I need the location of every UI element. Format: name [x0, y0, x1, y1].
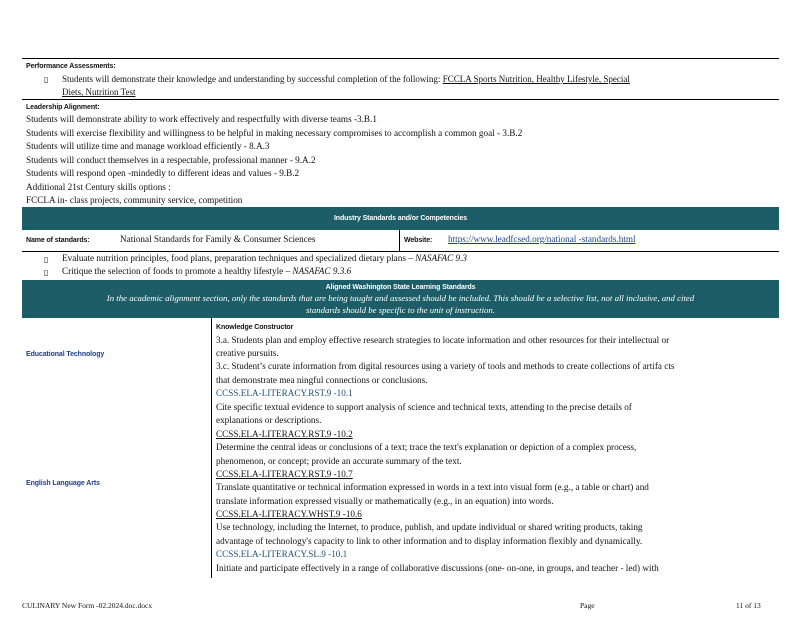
standards-code[interactable]: CCSS.ELA-LITERACY.RST.9 -10.7	[216, 469, 353, 479]
top-border	[22, 58, 779, 59]
leadership-line: Students will demonstrate ability to work effectively and respectfully with diverse teams -3.B.1	[26, 114, 377, 124]
industry-bullet: Critique the selection of foods to promote a healthy lifestyle – NASAFAC 9.3.6	[62, 266, 352, 276]
standards-line: Determine the central ideas or conclusions of a text; trace the text's explanation or depiction of a complex process,	[216, 442, 637, 452]
standards-line: Translate quantitative or technical information expressed in words in a text into visual form (e.g., a table or chart) and	[216, 482, 649, 492]
leadership-line: FCCLA in- class projects, community service, competition	[26, 195, 243, 205]
performance-label: Performance Assessments:	[26, 63, 116, 70]
aligned-note: standards should be specific to the unit of instruction.	[305, 305, 496, 315]
name-value: National Standards for Family & Consumer Sciences	[120, 234, 316, 244]
bullet-icon: ▯	[44, 75, 49, 84]
standards-line: phenomenon, or concept; provide an accurate summary of the text.	[216, 456, 462, 466]
leadership-line: Students will utilize time and manage workload efficiently - 8.A.3	[26, 141, 270, 151]
standards-code[interactable]: CCSS.ELA-LITERACY.WHST.9 -10.6	[216, 509, 362, 519]
standards-line: creative pursuits.	[216, 348, 279, 358]
name-label: Name of standards:	[26, 237, 90, 244]
aligned-note: In the academic alignment section, only the standards that are being taught and assessed should be included. This should be a selective list, not all inclusive, and cited	[106, 293, 695, 303]
standards-line: that demonstrate mea ningful connections or conclusions.	[216, 375, 428, 385]
standards-line: translate information expressed visually or mathematically (e.g., in an equation) into words.	[216, 496, 554, 506]
standards-line: explanations or descriptions.	[216, 415, 322, 425]
footer-filename: CULINARY New Form -02.2024.doc.docx	[22, 601, 153, 610]
standards-line: Cite specific textual evidence to support analysis of science and technical texts, attending to the precise details of	[216, 402, 632, 412]
edtech-label: Educational Technology	[26, 351, 105, 358]
ela-label: English Language Arts	[26, 480, 100, 487]
footer-page-label: Page	[580, 601, 595, 610]
industry-header-bar	[22, 207, 779, 230]
footer-page-number: 11 of 13	[736, 601, 761, 610]
standards-line: 3.a. Students plan and employ effective research strategies to locate information and other resources for their intellectual or	[216, 335, 670, 345]
aligned-header-bar	[22, 280, 779, 318]
standards-line: Knowledge Constructor	[216, 324, 294, 331]
column-divider	[211, 318, 212, 578]
leadership-line: Students will respond open -mindedly to different ideas and values - 9.B.2	[26, 168, 300, 178]
industry-header: Industry Standards and/or Competencies	[333, 215, 468, 222]
leadership-line: Students will exercise flexibility and willingness to be helpful in making necessary compromises to accomplish a common goal - 3.B.2	[26, 128, 523, 138]
standards-line: Use technology, including the Internet, to produce, publish, and update individual or shared writing products, taking	[216, 522, 643, 532]
bullet-icon: ▯	[44, 255, 49, 264]
leadership-line: Students will conduct themselves in a respectable, professional manner - 9.A.2	[26, 155, 316, 165]
divider	[22, 99, 779, 100]
website-label: Website:	[404, 237, 433, 244]
industry-bullet: Evaluate nutrition principles, food plans, preparation techniques and specialized dietary plans – NASAFAC 9.3	[62, 253, 468, 263]
standards-code[interactable]: CCSS.ELA-LITERACY.RST.9 -10.1	[216, 388, 353, 398]
leadership-line: Additional 21st Century skills options :	[26, 182, 171, 192]
standards-line: Initiate and participate effectively in a range of collaborative discussions (one- on-one, in groups, and teacher - led) with	[216, 563, 659, 573]
standards-line: 3.c. Student’s curate information from digital resources using a variety of tools and methods to create collections of artifa cts	[216, 361, 675, 371]
standards-code[interactable]: CCSS.ELA-LITERACY.RST.9 -10.2	[216, 429, 353, 439]
performance-link[interactable]: FCCLA Sports Nutrition, Healthy Lifestyle, Special	[442, 74, 630, 84]
website-link[interactable]: https://www.leadfcsed.org/national -standards.html	[448, 234, 636, 244]
bullet-icon: ▯	[44, 268, 49, 277]
aligned-header: Aligned Washington State Learning Standards	[325, 284, 476, 291]
standards-line: advantage of technology's capacity to link to other information and to display information flexibly and dynamically.	[216, 536, 643, 546]
divider	[399, 230, 400, 251]
standards-code[interactable]: CCSS.ELA-LITERACY.SL.9 -10.1	[216, 549, 348, 559]
performance-link-line2[interactable]: Diets, Nutrition Test	[62, 87, 136, 97]
performance-text: Students will demonstrate their knowledge and understanding by successful completion of the following: FCCLA Sports Nutrition, Healthy Lifestyle, Special	[62, 74, 630, 84]
leadership-label: Leadership Alignment:	[26, 104, 100, 111]
